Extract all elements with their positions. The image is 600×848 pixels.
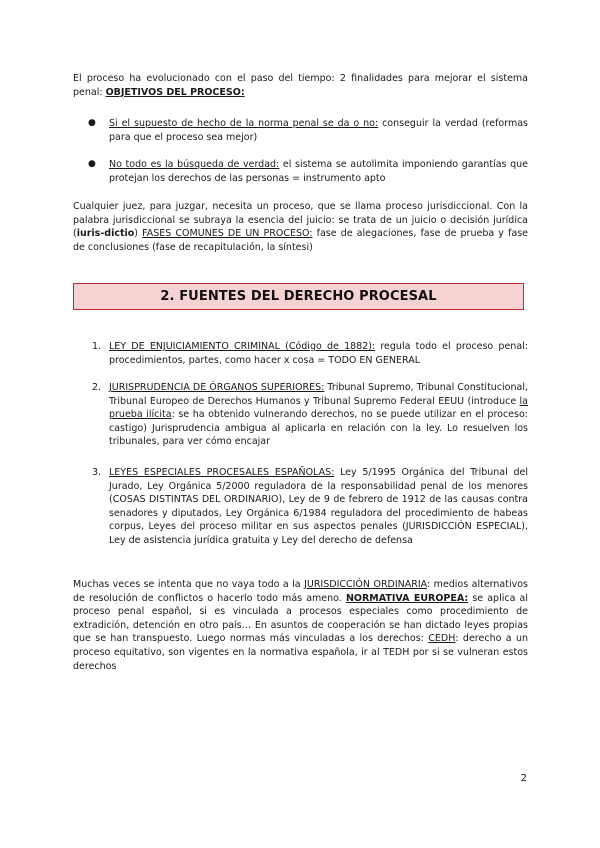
source-title: JURISPRUDENCIA DE ÓRGANOS SUPERIORES: — [109, 382, 325, 393]
intro-paragraph — [73, 72, 528, 99]
objective-text: el sistema se autolimita imponiendo garantías que protejan los derechos de las personas = instrumento apto — [109, 159, 528, 184]
objective-title: Si el supuesto de hecho de la norma penal se da o no: — [109, 118, 379, 129]
source-title: LEY DE ENJUICIAMIENTO CRIMINAL (Código de 1882): — [109, 341, 376, 352]
bullet-icon: ● — [88, 118, 96, 128]
jurisdiction-text: ) — [134, 228, 143, 240]
source-number: 3. — [92, 467, 102, 478]
source-text: Tribunal Supremo, Tribunal Constitucional, Tribunal Europeo de Derechos Humanos y Tribunal Supremo Federal EEUU (introduce — [109, 382, 528, 407]
closing-text: : medios alternativos de resolución de conflictos o hacerlo todo más ameno. — [73, 579, 528, 604]
source-text: : se ha obtenido vulnerando derechos, no se puede utilizar en el proceso: castigo) Jurisprudencia ambigua al aplicarla en relación con la ley. Lo resuelven los tribunales, para ver cómo encajar — [109, 409, 528, 448]
iuris-dictio-term: iuris-dictio — [76, 228, 135, 240]
prueba-ilicita-term: la prueba ilícita — [109, 395, 528, 421]
closing-text: : derecho a un proceso equitativo, son vigentes en la normativa española, ir al TEDH por si se vulneran estos derechos — [73, 633, 528, 672]
source-number: 2. — [92, 382, 102, 393]
page-number: 2 — [520, 773, 527, 784]
source-item — [92, 381, 528, 449]
source-item — [92, 466, 528, 548]
jurisdiction-paragraph — [73, 200, 528, 254]
bullet-icon: ● — [88, 159, 96, 169]
source-item — [92, 340, 528, 367]
objective-text: conseguir la verdad (reformas para que el proceso sea mejor) — [109, 118, 528, 143]
closing-text: se aplica al proceso penal español, si es vinculada a procesos especiales como procedimiento de extradición, detención en otro país… En asuntos de cooperación se han dictado leyes propias que se han transpuesto. Luego normas más vinculadas a los derechos: — [73, 592, 528, 645]
objective-title: No todo es la búsqueda de verdad: — [109, 159, 280, 170]
normativa-europea-term: NORMATIVA EUROPEA: — [345, 592, 469, 604]
objective-item — [88, 117, 528, 144]
source-number: 1. — [92, 341, 102, 352]
source-title: LEYES ESPECIALES PROCESALES ESPAÑOLAS: — [109, 467, 335, 478]
cedh-term: CEDH — [428, 633, 456, 645]
source-text: Ley 5/1995 Orgánica del Tribunal del Jurado, Ley Orgánica 5/2000 reguladora de la responsabilidad penal de los menores (COSAS DISTINTAS DEL ORDINARIO), Ley de 9 de febrero de 1912 de las causas contra senadores y diputados, Ley Orgánica 6/1984 reguladora del procedimiento de habeas corpus, Leyes del proceso militar en sus aspectos penales (JURISDICCIÓN ESPECIAL), Ley de asistencia jurídica gratuita y Ley del derecho de defensa — [109, 467, 529, 546]
jurisdiction-text: fase de alegaciones, fase de prueba y fase de conclusiones (fase de recapitulación, la síntesi) — [73, 228, 528, 253]
closing-text: Muchas veces se intenta que no vaya todo a la — [73, 579, 305, 590]
jurisdiccion-ordinaria-term: JURISDICCIÓN ORDINARIA — [304, 579, 428, 590]
objective-item — [88, 158, 528, 185]
section-heading-box — [73, 283, 524, 310]
objectives-heading: OBJETIVOS DEL PROCESO: — [105, 86, 245, 98]
source-text: regula todo el proceso penal: procedimientos, partes, como hacer x cosa = TODO EN GENERAL — [109, 341, 528, 366]
jurisdiction-text: Cualquier juez, para juzgar, necesita un proceso, que se llama proceso jurisdiccional. Con la palabra jurisdiccional se subraya la esencia del juicio: se trata de un juicio o decisión jurídica ( — [73, 201, 528, 240]
closing-paragraph — [73, 578, 528, 673]
intro-text: El proceso ha evolucionado con el paso del tiempo: 2 finalidades para mejorar el sistema penal: — [73, 73, 528, 98]
section-heading: 2. FUENTES DEL DERECHO PROCESAL — [160, 288, 437, 304]
phases-heading: FASES COMUNES DE UN PROCESO: — [142, 228, 313, 240]
